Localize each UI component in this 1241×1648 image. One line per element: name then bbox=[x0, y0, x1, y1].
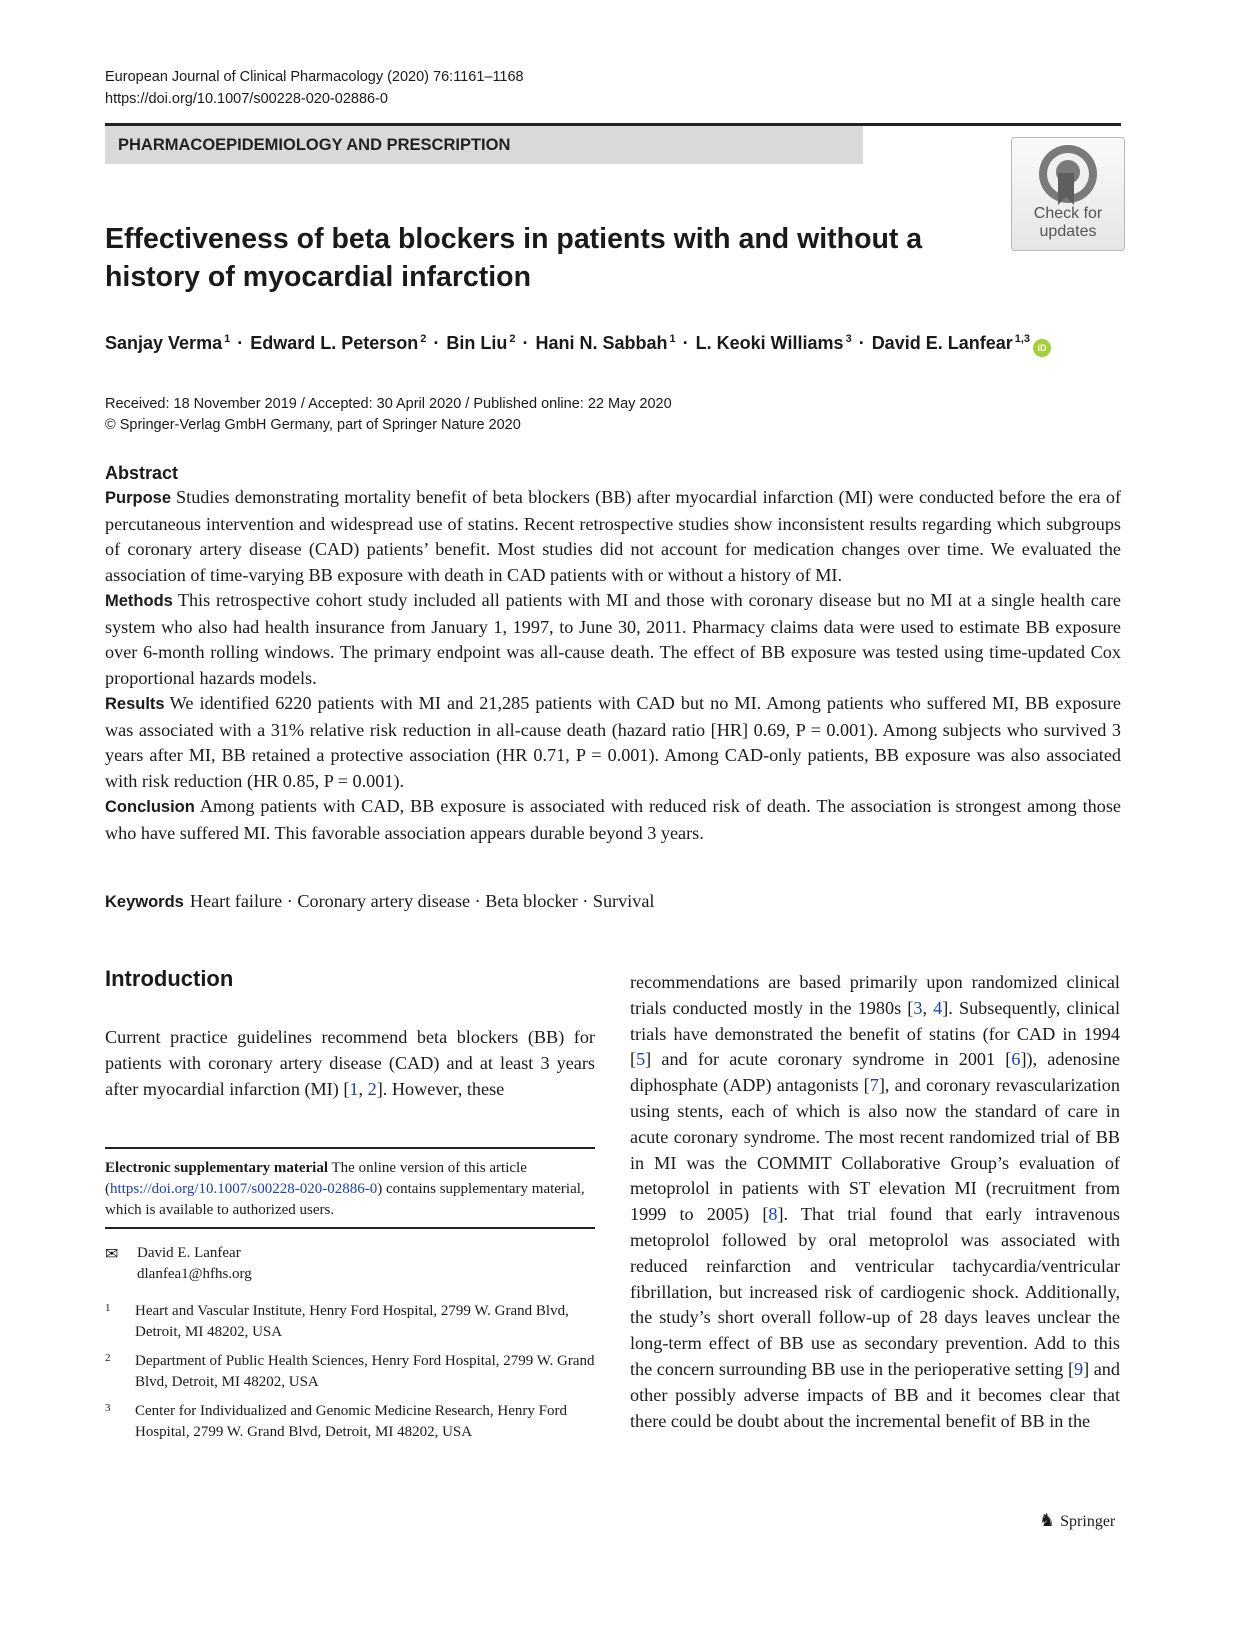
corresponding-email[interactable]: dlanfea1@hfhs.org bbox=[137, 1266, 252, 1282]
citation-link[interactable]: 6 bbox=[1011, 1049, 1021, 1070]
intro-left-column: Current practice guidelines recommend beta blockers (BB) for patients with coronary artery disease (CAD) and at least 3 years after myocardial infarction (MI) [1, 2]. However, these bbox=[105, 1027, 595, 1099]
publication-dates bbox=[105, 394, 672, 436]
check-for-updates-badge[interactable] bbox=[1011, 137, 1125, 251]
section-tag: PHARMACOEPIDEMIOLOGY AND PRESCRIPTION bbox=[105, 126, 863, 164]
author[interactable]: Edward L. Peterson $^2$ bbox=[250, 333, 427, 353]
supplementary-link[interactable]: https://doi.org/10.1007/s00228-020-02886-0 bbox=[110, 1181, 378, 1197]
check-updates-label: Check for updates bbox=[1033, 205, 1103, 240]
citation-link[interactable]: 1 bbox=[349, 1078, 359, 1099]
springer-horse-icon: ♞ bbox=[1039, 1510, 1056, 1530]
corresponding-author: David E. Lanfear bbox=[137, 1245, 241, 1261]
article-title: Effectiveness of beta blockers in patients with and without a history of myocardial infarction bbox=[105, 223, 923, 293]
affiliation: 3 Center for Individualized and Genomic Medicine Research, Henry Ford Hospital, 2799 W. Grand Blvd, Detroit, MI 48202, USA bbox=[105, 1402, 567, 1440]
doi-line[interactable]: https://doi.org/10.1007/s00228-020-02886-0 bbox=[105, 91, 388, 107]
abstract-conclusion: Conclusion Among patients with CAD, BB exposure is associated with reduced risk of death. The association is strongest among those who have suffered MI. This favorable association appears durable beyond 3 years. bbox=[105, 796, 1121, 843]
citation-link[interactable]: 4 bbox=[933, 997, 943, 1018]
abstract-body bbox=[105, 485, 1121, 846]
affiliation: 2 Department of Public Health Sciences, Henry Ford Hospital, 2799 W. Grand Blvd, Detroit, MI 48202, USA bbox=[105, 1352, 595, 1390]
journal-header bbox=[105, 66, 524, 110]
citation-link[interactable]: 9 bbox=[1074, 1358, 1084, 1379]
author[interactable]: Bin Liu $^2$ bbox=[446, 333, 516, 353]
citation-link[interactable]: 7 bbox=[869, 1075, 879, 1096]
correspondence bbox=[105, 1243, 252, 1285]
copyright-line: © Springer-Verlag GmbH Germany, part of Springer Nature 2020 bbox=[105, 417, 521, 433]
author[interactable]: Hani N. Sabbah $^1$ bbox=[535, 333, 676, 353]
abstract-results: Results We identified 6220 patients with MI and 21,285 patients with CAD but no MI. Among patients who suffered MI, BB exposure was associated with a 31% relative risk reduction in all-cause death (hazard ratio [HR] 0.69, P = 0.001). Among subjects who survived 3 years after MI, BB retained a protective association (HR 0.71, P = 0.001). Among CAD-only patients, BB exposure was also associated with risk reduction (HR 0.85, P = 0.001). bbox=[105, 693, 1121, 791]
abstract-purpose: Purpose Studies demonstrating mortality benefit of beta blockers (BB) after myocardial infarction (MI) were conducted before the era of percutaneous intervention and widespread use of statins. Recent retrospective studies show inconsistent results regarding which subgroups of coronary artery disease (CAD) patients’ benefit. Most studies did not account for medication changes over time. We evaluated the association of time-varying BB exposure with death in CAD patients with or without a history of MI. bbox=[105, 487, 1121, 585]
supplementary-material-note: Electronic supplementary material The online version of this article (https://doi.org/10.1007/s00228-020-02886-0) contains supplementary material, which is available to authorized users. bbox=[105, 1147, 595, 1229]
abstract-methods: Methods This retrospective cohort study included all patients with MI and those with coronary disease but no MI at a single health care system who also had health insurance from January 1, 1997, to June 30, 2011. Pharmacy claims data were used to estimate BB exposure over 6-month rolling windows. The primary endpoint was all-cause death. The effect of BB exposure was tested using time-updated Cox proportional hazards models. bbox=[105, 590, 1121, 688]
author[interactable]: David E. Lanfear $^{1,3}$ bbox=[871, 333, 1031, 353]
citation-link[interactable]: 5 bbox=[636, 1049, 646, 1070]
intro-right-column: recommendations are based primarily upon randomized clinical trials conducted mostly in the 1980s [3, 4]. Subsequently, clinical trials have demonstrated the benefit of statins (for CAD in 1994 [5] and for acute coronary syndrome in 2001 [6]), adenosine diphosphate (ADP) antagonists [7], and coronary revascularization using stents, each of which is also now the standard of care in acute coronary syndrome. The most recent randomized trial of BB in MI was the COMMIT Collaborative Group’s evaluation of metoprolol in patients with ST elevation MI (recruitment from 1999 to 2005) [8]. That trial found that early intravenous metoprolol followed by oral metoprolol was associated with reduced reinfarction and ventricular tachycardia/ventricular fibrillation, but increased risk of cardiogenic shock. Additionally, the study’s short overall follow-up of 28 days leaves unclear the long-term effect of BB use as secondary prevention. Add to this the concern surrounding BB use in the perioperative setting [9] and other possibly adverse impacts of BB and it becomes clear that there could be doubt about the incremental benefit of BB in the bbox=[630, 972, 1121, 1431]
publisher-logo: ♞ Springer bbox=[1039, 1510, 1116, 1530]
journal-citation: European Journal of Clinical Pharmacology (2020) 76:1161–1168 bbox=[105, 69, 524, 85]
keywords: Keywords Heart failure · Coronary artery disease · Beta blocker · Survival bbox=[105, 891, 655, 911]
author[interactable]: Sanjay Verma $^1$ bbox=[105, 333, 231, 353]
citation-link[interactable]: 8 bbox=[768, 1204, 778, 1225]
orcid-icon[interactable]: iD bbox=[1033, 339, 1051, 357]
envelope-icon: ✉ bbox=[105, 1246, 119, 1263]
author-list: Sanjay Verma $^1$ · Edward L. Peterson $^2$ · Bin Liu $^2$ · Hani N. Sabbah $^1$ · L. Keoki Williams $^3$ · David E. Lanfear $^{1,3}$iD bbox=[105, 333, 1051, 357]
affiliation: 1 Heart and Vascular Institute, Henry Ford Hospital, 2799 W. Grand Blvd, Detroit, MI 48202, USA bbox=[105, 1302, 569, 1340]
citation-link[interactable]: 3 bbox=[913, 997, 923, 1018]
citation-link[interactable]: 2 bbox=[367, 1078, 377, 1099]
dates-line: Received: 18 November 2019 / Accepted: 30 April 2020 / Published online: 22 May 2020 bbox=[105, 396, 672, 412]
introduction-heading: Introduction bbox=[105, 966, 234, 991]
author[interactable]: L. Keoki Williams $^3$ bbox=[695, 333, 852, 353]
abstract-heading: Abstract bbox=[105, 463, 179, 483]
